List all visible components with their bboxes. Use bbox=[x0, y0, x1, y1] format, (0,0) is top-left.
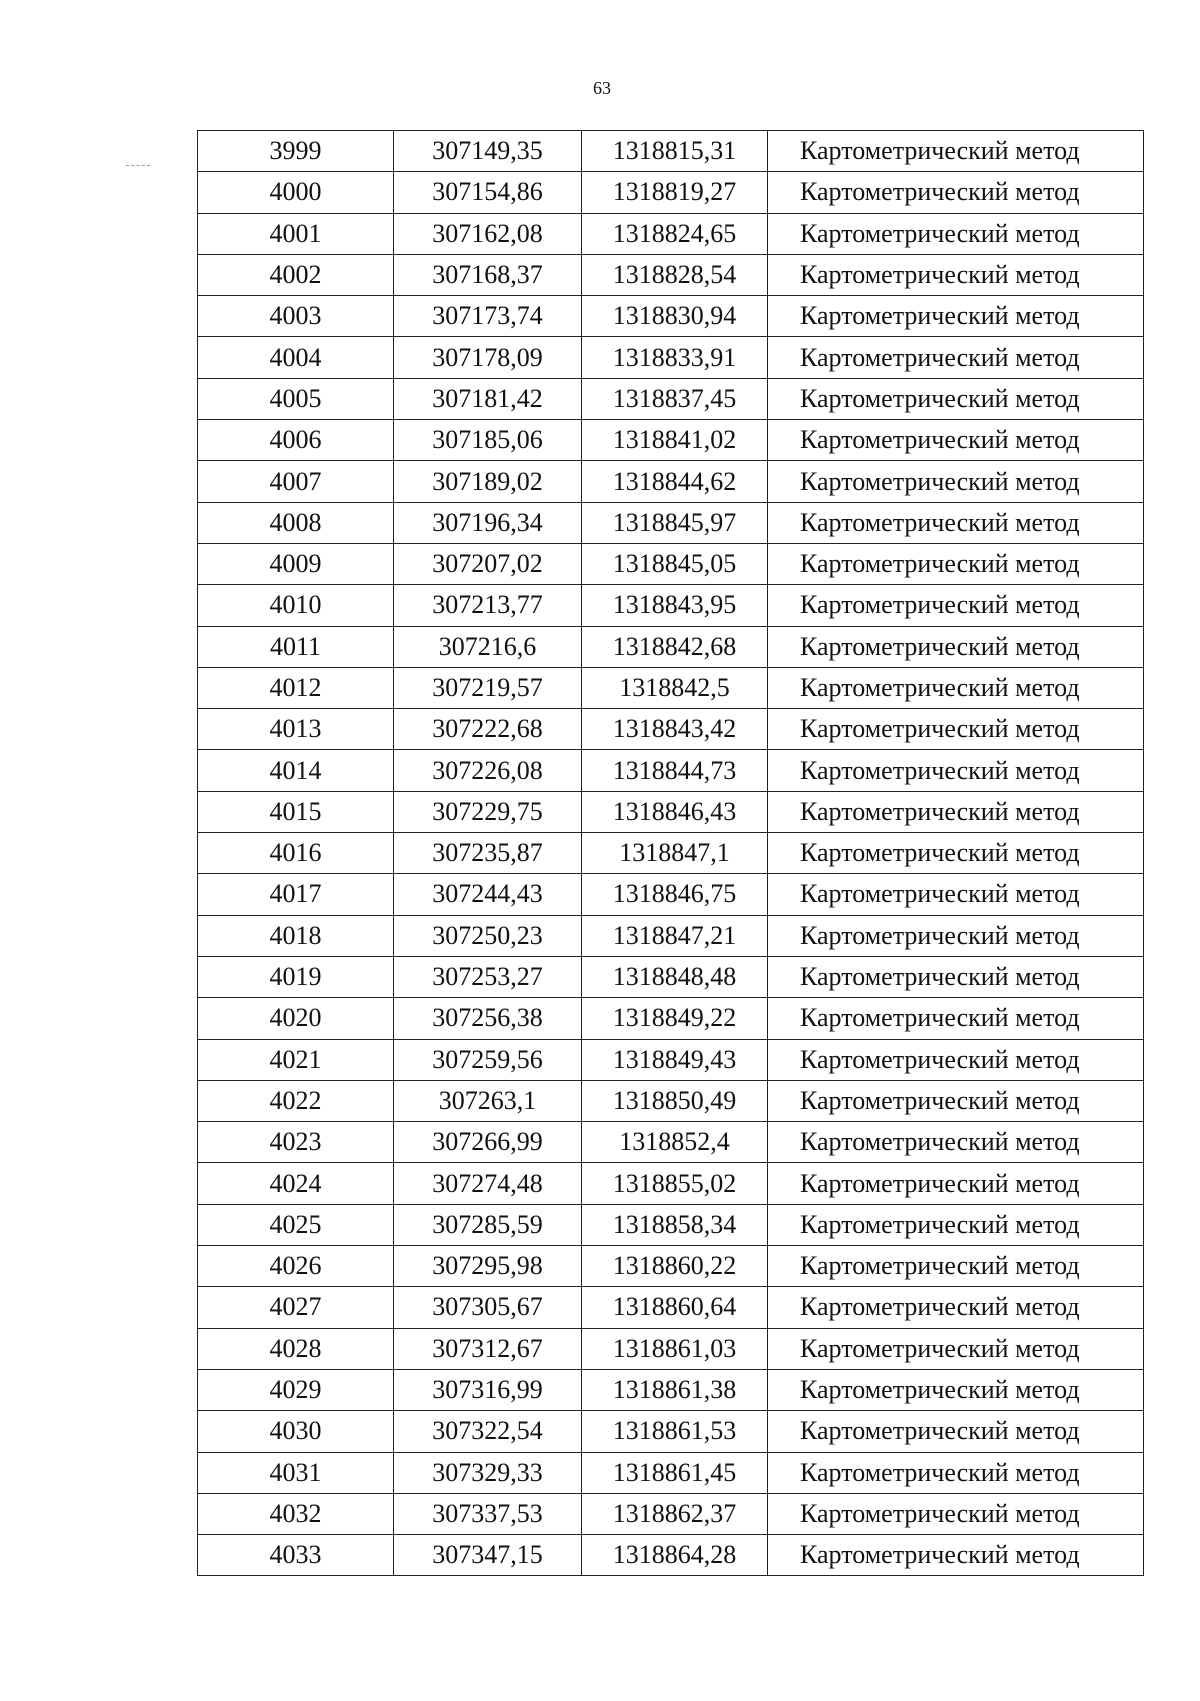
method-cell: Картометрический метод bbox=[768, 1246, 1144, 1287]
y-coordinate-cell: 1318843,42 bbox=[582, 709, 768, 750]
point-number-cell: 4006 bbox=[198, 420, 394, 461]
method-cell: Картометрический метод bbox=[768, 833, 1144, 874]
point-number-cell: 4019 bbox=[198, 956, 394, 997]
table-row bbox=[198, 1204, 1144, 1245]
method-cell: Картометрический метод bbox=[768, 461, 1144, 502]
x-coordinate-cell: 307207,02 bbox=[394, 543, 582, 584]
page-number: 63 bbox=[593, 78, 611, 98]
y-coordinate-cell: 1318837,45 bbox=[582, 378, 768, 419]
y-coordinate-cell: 1318845,05 bbox=[582, 543, 768, 584]
x-coordinate-cell: 307185,06 bbox=[394, 420, 582, 461]
table-row bbox=[198, 1246, 1144, 1287]
y-coordinate-cell: 1318819,27 bbox=[582, 172, 768, 213]
table-row bbox=[198, 956, 1144, 997]
y-coordinate-cell: 1318828,54 bbox=[582, 254, 768, 295]
y-coordinate-cell: 1318860,64 bbox=[582, 1287, 768, 1328]
x-coordinate-cell: 307256,38 bbox=[394, 998, 582, 1039]
coordinates-table-body bbox=[198, 131, 1144, 1576]
y-coordinate-cell: 1318848,48 bbox=[582, 956, 768, 997]
y-coordinate-cell: 1318850,49 bbox=[582, 1080, 768, 1121]
x-coordinate-cell: 307181,42 bbox=[394, 378, 582, 419]
x-coordinate-cell: 307274,48 bbox=[394, 1163, 582, 1204]
point-number-cell: 4005 bbox=[198, 378, 394, 419]
table-row bbox=[198, 750, 1144, 791]
table-row bbox=[198, 1287, 1144, 1328]
x-coordinate-cell: 307316,99 bbox=[394, 1369, 582, 1410]
y-coordinate-cell: 1318858,34 bbox=[582, 1204, 768, 1245]
y-coordinate-cell: 1318841,02 bbox=[582, 420, 768, 461]
point-number-cell: 4000 bbox=[198, 172, 394, 213]
method-cell: Картометрический метод bbox=[768, 131, 1144, 172]
x-coordinate-cell: 307154,86 bbox=[394, 172, 582, 213]
x-coordinate-cell: 307173,74 bbox=[394, 296, 582, 337]
y-coordinate-cell: 1318849,43 bbox=[582, 1039, 768, 1080]
y-coordinate-cell: 1318855,02 bbox=[582, 1163, 768, 1204]
scan-artifact bbox=[126, 165, 150, 168]
method-cell: Картометрический метод bbox=[768, 709, 1144, 750]
y-coordinate-cell: 1318860,22 bbox=[582, 1246, 768, 1287]
table-row bbox=[198, 131, 1144, 172]
method-cell: Картометрический метод bbox=[768, 874, 1144, 915]
y-coordinate-cell: 1318862,37 bbox=[582, 1493, 768, 1534]
x-coordinate-cell: 307329,33 bbox=[394, 1452, 582, 1493]
method-cell: Картометрический метод bbox=[768, 296, 1144, 337]
y-coordinate-cell: 1318849,22 bbox=[582, 998, 768, 1039]
y-coordinate-cell: 1318847,21 bbox=[582, 915, 768, 956]
point-number-cell: 4010 bbox=[198, 585, 394, 626]
x-coordinate-cell: 307322,54 bbox=[394, 1411, 582, 1452]
table-row bbox=[198, 1328, 1144, 1369]
x-coordinate-cell: 307250,23 bbox=[394, 915, 582, 956]
x-coordinate-cell: 307226,08 bbox=[394, 750, 582, 791]
point-number-cell: 4014 bbox=[198, 750, 394, 791]
x-coordinate-cell: 307178,09 bbox=[394, 337, 582, 378]
x-coordinate-cell: 307216,6 bbox=[394, 626, 582, 667]
method-cell: Картометрический метод bbox=[768, 1039, 1144, 1080]
table-row bbox=[198, 420, 1144, 461]
y-coordinate-cell: 1318861,38 bbox=[582, 1369, 768, 1410]
x-coordinate-cell: 307305,67 bbox=[394, 1287, 582, 1328]
point-number-cell: 4025 bbox=[198, 1204, 394, 1245]
point-number-cell: 4031 bbox=[198, 1452, 394, 1493]
x-coordinate-cell: 307312,67 bbox=[394, 1328, 582, 1369]
method-cell: Картометрический метод bbox=[768, 1535, 1144, 1576]
x-coordinate-cell: 307337,53 bbox=[394, 1493, 582, 1534]
table-row bbox=[198, 833, 1144, 874]
table-row bbox=[198, 915, 1144, 956]
x-coordinate-cell: 307285,59 bbox=[394, 1204, 582, 1245]
point-number-cell: 4027 bbox=[198, 1287, 394, 1328]
x-coordinate-cell: 307259,56 bbox=[394, 1039, 582, 1080]
coordinates-table bbox=[197, 130, 1144, 1576]
table-row bbox=[198, 461, 1144, 502]
point-number-cell: 3999 bbox=[198, 131, 394, 172]
method-cell: Картометрический метод bbox=[768, 998, 1144, 1039]
point-number-cell: 4017 bbox=[198, 874, 394, 915]
y-coordinate-cell: 1318843,95 bbox=[582, 585, 768, 626]
method-cell: Картометрический метод bbox=[768, 585, 1144, 626]
table-row bbox=[198, 1369, 1144, 1410]
x-coordinate-cell: 307347,15 bbox=[394, 1535, 582, 1576]
x-coordinate-cell: 307196,34 bbox=[394, 502, 582, 543]
table-row bbox=[198, 543, 1144, 584]
y-coordinate-cell: 1318815,31 bbox=[582, 131, 768, 172]
table-row bbox=[198, 1535, 1144, 1576]
point-number-cell: 4011 bbox=[198, 626, 394, 667]
y-coordinate-cell: 1318864,28 bbox=[582, 1535, 768, 1576]
method-cell: Картометрический метод bbox=[768, 337, 1144, 378]
point-number-cell: 4026 bbox=[198, 1246, 394, 1287]
method-cell: Картометрический метод bbox=[768, 1493, 1144, 1534]
y-coordinate-cell: 1318844,62 bbox=[582, 461, 768, 502]
x-coordinate-cell: 307213,77 bbox=[394, 585, 582, 626]
table-row bbox=[198, 1493, 1144, 1534]
method-cell: Картометрический метод bbox=[768, 213, 1144, 254]
table-row bbox=[198, 585, 1144, 626]
table-row bbox=[198, 1080, 1144, 1121]
table-row bbox=[198, 1411, 1144, 1452]
table-row bbox=[198, 1039, 1144, 1080]
method-cell: Картометрический метод bbox=[768, 1163, 1144, 1204]
point-number-cell: 4032 bbox=[198, 1493, 394, 1534]
point-number-cell: 4022 bbox=[198, 1080, 394, 1121]
y-coordinate-cell: 1318861,53 bbox=[582, 1411, 768, 1452]
y-coordinate-cell: 1318847,1 bbox=[582, 833, 768, 874]
y-coordinate-cell: 1318842,68 bbox=[582, 626, 768, 667]
table-row bbox=[198, 874, 1144, 915]
point-number-cell: 4013 bbox=[198, 709, 394, 750]
x-coordinate-cell: 307235,87 bbox=[394, 833, 582, 874]
x-coordinate-cell: 307295,98 bbox=[394, 1246, 582, 1287]
point-number-cell: 4009 bbox=[198, 543, 394, 584]
x-coordinate-cell: 307162,08 bbox=[394, 213, 582, 254]
point-number-cell: 4028 bbox=[198, 1328, 394, 1369]
point-number-cell: 4018 bbox=[198, 915, 394, 956]
method-cell: Картометрический метод bbox=[768, 254, 1144, 295]
x-coordinate-cell: 307244,43 bbox=[394, 874, 582, 915]
point-number-cell: 4003 bbox=[198, 296, 394, 337]
method-cell: Картометрический метод bbox=[768, 543, 1144, 584]
x-coordinate-cell: 307253,27 bbox=[394, 956, 582, 997]
method-cell: Картометрический метод bbox=[768, 502, 1144, 543]
method-cell: Картометрический метод bbox=[768, 1328, 1144, 1369]
table-row bbox=[198, 296, 1144, 337]
point-number-cell: 4008 bbox=[198, 502, 394, 543]
table-row bbox=[198, 378, 1144, 419]
method-cell: Картометрический метод bbox=[768, 378, 1144, 419]
point-number-cell: 4020 bbox=[198, 998, 394, 1039]
x-coordinate-cell: 307229,75 bbox=[394, 791, 582, 832]
x-coordinate-cell: 307168,37 bbox=[394, 254, 582, 295]
method-cell: Картометрический метод bbox=[768, 1411, 1144, 1452]
table-row bbox=[198, 254, 1144, 295]
y-coordinate-cell: 1318842,5 bbox=[582, 667, 768, 708]
y-coordinate-cell: 1318830,94 bbox=[582, 296, 768, 337]
x-coordinate-cell: 307149,35 bbox=[394, 131, 582, 172]
method-cell: Картометрический метод bbox=[768, 915, 1144, 956]
point-number-cell: 4033 bbox=[198, 1535, 394, 1576]
method-cell: Картометрический метод bbox=[768, 750, 1144, 791]
method-cell: Картометрический метод bbox=[768, 420, 1144, 461]
table-row bbox=[198, 791, 1144, 832]
y-coordinate-cell: 1318852,4 bbox=[582, 1122, 768, 1163]
y-coordinate-cell: 1318845,97 bbox=[582, 502, 768, 543]
point-number-cell: 4004 bbox=[198, 337, 394, 378]
method-cell: Картометрический метод bbox=[768, 1204, 1144, 1245]
table-row bbox=[198, 213, 1144, 254]
method-cell: Картометрический метод bbox=[768, 1287, 1144, 1328]
point-number-cell: 4016 bbox=[198, 833, 394, 874]
method-cell: Картометрический метод bbox=[768, 1369, 1144, 1410]
y-coordinate-cell: 1318861,45 bbox=[582, 1452, 768, 1493]
table-row bbox=[198, 998, 1144, 1039]
y-coordinate-cell: 1318824,65 bbox=[582, 213, 768, 254]
table-row bbox=[198, 1122, 1144, 1163]
point-number-cell: 4023 bbox=[198, 1122, 394, 1163]
method-cell: Картометрический метод bbox=[768, 172, 1144, 213]
method-cell: Картометрический метод bbox=[768, 791, 1144, 832]
point-number-cell: 4012 bbox=[198, 667, 394, 708]
y-coordinate-cell: 1318833,91 bbox=[582, 337, 768, 378]
y-coordinate-cell: 1318846,43 bbox=[582, 791, 768, 832]
point-number-cell: 4029 bbox=[198, 1369, 394, 1410]
y-coordinate-cell: 1318861,03 bbox=[582, 1328, 768, 1369]
point-number-cell: 4007 bbox=[198, 461, 394, 502]
x-coordinate-cell: 307263,1 bbox=[394, 1080, 582, 1121]
y-coordinate-cell: 1318844,73 bbox=[582, 750, 768, 791]
point-number-cell: 4015 bbox=[198, 791, 394, 832]
table-row bbox=[198, 337, 1144, 378]
point-number-cell: 4021 bbox=[198, 1039, 394, 1080]
x-coordinate-cell: 307189,02 bbox=[394, 461, 582, 502]
x-coordinate-cell: 307266,99 bbox=[394, 1122, 582, 1163]
method-cell: Картометрический метод bbox=[768, 1122, 1144, 1163]
y-coordinate-cell: 1318846,75 bbox=[582, 874, 768, 915]
point-number-cell: 4002 bbox=[198, 254, 394, 295]
method-cell: Картометрический метод bbox=[768, 1080, 1144, 1121]
method-cell: Картометрический метод bbox=[768, 956, 1144, 997]
x-coordinate-cell: 307219,57 bbox=[394, 667, 582, 708]
method-cell: Картометрический метод bbox=[768, 626, 1144, 667]
method-cell: Картометрический метод bbox=[768, 667, 1144, 708]
table-row bbox=[198, 709, 1144, 750]
method-cell: Картометрический метод bbox=[768, 1452, 1144, 1493]
table-row bbox=[198, 1452, 1144, 1493]
table-row bbox=[198, 172, 1144, 213]
point-number-cell: 4024 bbox=[198, 1163, 394, 1204]
table-row bbox=[198, 1163, 1144, 1204]
x-coordinate-cell: 307222,68 bbox=[394, 709, 582, 750]
table-row bbox=[198, 502, 1144, 543]
point-number-cell: 4030 bbox=[198, 1411, 394, 1452]
table-row bbox=[198, 667, 1144, 708]
table-row bbox=[198, 626, 1144, 667]
point-number-cell: 4001 bbox=[198, 213, 394, 254]
